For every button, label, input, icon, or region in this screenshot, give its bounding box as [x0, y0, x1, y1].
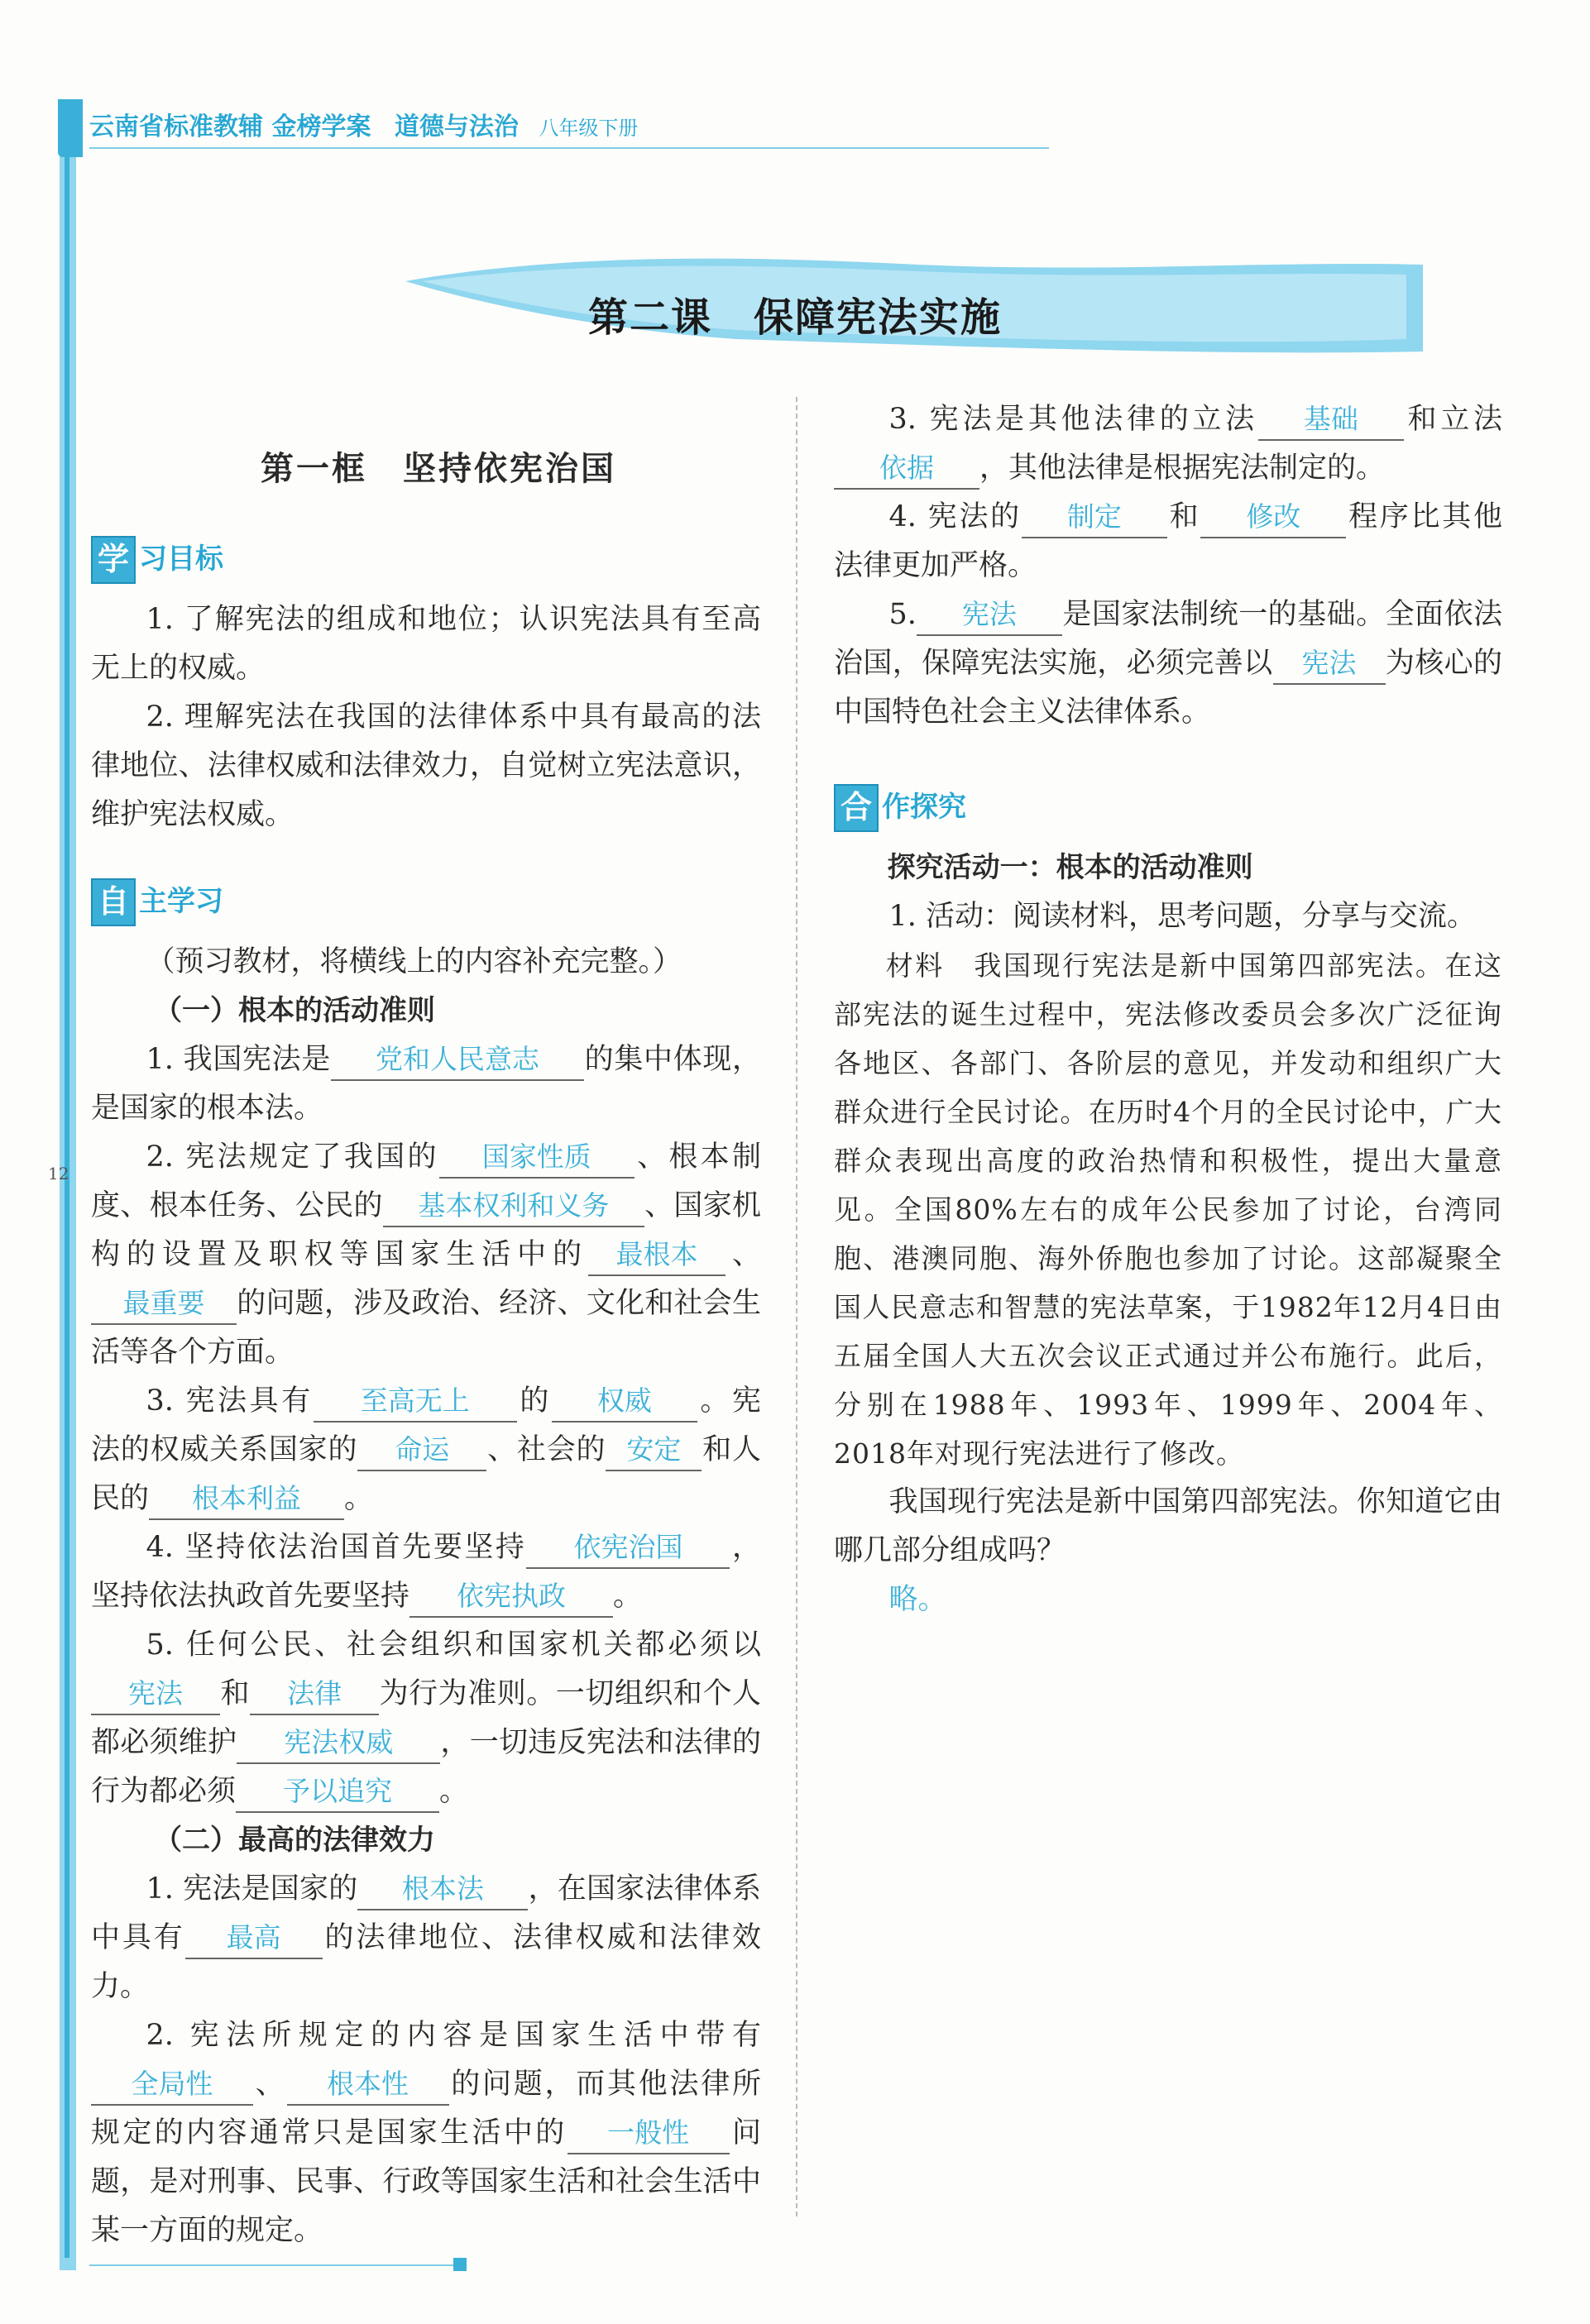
text: 的法律地位、法律权威和法律效力。: [91, 1921, 761, 2003]
running-header: [89, 106, 638, 142]
text: 。: [613, 1580, 643, 1613]
text: ，坚持依法执政首先要坚持: [91, 1531, 761, 1613]
question: 我国现行宪法是新中国第四部宪法。你知道它由哪几部分组成吗？: [834, 1485, 1502, 1567]
cooperate-heading-text: 作探究: [882, 791, 966, 824]
answer-blank[interactable]: 权威: [552, 1381, 697, 1423]
text: 1. 我国宪法是: [146, 1043, 331, 1076]
text: 。: [344, 1482, 374, 1515]
text: 、国家机构的设置及职权等国家生活中的: [91, 1189, 761, 1271]
footer-mark: [453, 2258, 467, 2271]
answer-blank[interactable]: 最重要: [91, 1284, 237, 1325]
answer-blank[interactable]: 基础: [1258, 399, 1404, 441]
answer-blank[interactable]: 修改: [1200, 497, 1346, 538]
goals-heading: [91, 535, 761, 584]
footer-rule: [89, 2264, 453, 2266]
frame-title: 第一框 坚持依宪治国: [261, 450, 616, 488]
text: 和: [1166, 500, 1201, 533]
answer-blank[interactable]: 命运: [357, 1430, 486, 1471]
text: 4. 宪法的: [888, 500, 1022, 533]
cooperate-heading: [834, 783, 1502, 832]
subsection-heading-2: （二）最高的法律效力: [154, 1824, 435, 1857]
text: 的: [516, 1384, 552, 1418]
material-paragraph: [834, 941, 1502, 1478]
self-study-heading-box: 自: [91, 878, 136, 926]
text: 。: [439, 1775, 469, 1808]
cooperate-heading-box: 合: [834, 784, 879, 832]
answer-blank[interactable]: 党和人民意志: [331, 1040, 584, 1081]
text: 5.: [888, 598, 917, 631]
text: 程序比其他法律更加严格。: [834, 500, 1502, 582]
text: 2. 宪法所规定的内容是国家生活中带有: [146, 2019, 761, 2052]
self-study-heading-text: 主学习: [139, 885, 223, 918]
header-corner-mark: [58, 99, 83, 157]
answer-blank[interactable]: 法律: [250, 1674, 379, 1715]
text: 和立法: [1403, 403, 1502, 436]
goals-heading-box: 学: [91, 536, 136, 584]
text: 、社会的: [486, 1433, 606, 1466]
answer-blank[interactable]: 予以追究: [236, 1772, 439, 1813]
lesson-title: 第二课 保障宪法实施: [587, 294, 1002, 341]
text: 、根本制度、根本任务、公民的: [91, 1140, 761, 1222]
goal-item-1: 1. 了解宪法的组成和地位；认识宪法具有至高无上的权威。: [91, 603, 761, 685]
answer-blank[interactable]: 基本权利和义务: [383, 1186, 644, 1227]
fill-item-2-2: [91, 2011, 761, 2255]
fill-item-1-5: [91, 1621, 761, 1816]
text: 1. 宪法是国家的: [146, 1872, 358, 1906]
answer-blank[interactable]: 最根本: [588, 1235, 726, 1276]
answer-blank[interactable]: 国家性质: [439, 1137, 635, 1179]
subsection-heading-1: （一）根本的活动准则: [154, 994, 435, 1027]
fill-item-2-4: [834, 493, 1502, 591]
fill-item-2-1: [91, 1865, 761, 2011]
material-text: 我国现行宪法是新中国第四部宪法。在这部宪法的诞生过程中，宪法修改委员会多次广泛征询各地区、各部门、各阶层的意见，并发动和组织广大群众进行全民讨论。在历时4个月的全民讨论中，广大群众表现出高度的政治热情和积极性，提出大量意见。全国80%左右的成年公民参加了讨论，台湾同胞、港澳同胞、海外侨胞也参加了讨论。这部凝聚全国人民意志和智慧的宪法草案，于1982年12月4日由五届全国人大五次会议正式通过并公布施行。此后，分别在1988年、1993年、1999年、2004年、2018年对现行宪法进行了修改。: [834, 949, 1503, 1470]
answer-blank[interactable]: 宪法权威: [237, 1723, 440, 1764]
text: 的问题，而其他法律所规定的内容通常只是国家生活中的: [91, 2068, 761, 2149]
answer-blank[interactable]: 全局性: [91, 2064, 253, 2106]
text: 、: [253, 2068, 287, 2101]
text: 。宪法的权威关系国家的: [91, 1384, 761, 1466]
activity-text: 1. 活动：阅读材料，思考问题，分享与交流。: [888, 900, 1477, 933]
text: 的问题，涉及政治、经济、文化和社会生活等各个方面。: [91, 1287, 761, 1369]
answer-blank[interactable]: 根本利益: [149, 1479, 344, 1520]
answer-blank[interactable]: 一般性: [568, 2113, 730, 2154]
text: 和人民的: [91, 1433, 761, 1515]
answer: 略。: [888, 1583, 947, 1616]
text: 3. 宪法具有: [146, 1384, 314, 1418]
answer-blank[interactable]: 宪法: [917, 595, 1062, 636]
answer-blank[interactable]: 宪法: [1273, 643, 1386, 685]
text: 为核心的中国特色社会主义法律体系。: [834, 647, 1502, 729]
answer-blank[interactable]: 安定: [606, 1430, 702, 1471]
text: 2. 宪法规定了我国的: [146, 1140, 439, 1174]
fill-item-2-5: [834, 591, 1502, 737]
page-number: 12: [48, 1164, 69, 1184]
activity-title: 探究活动一：根本的活动准则: [887, 851, 1253, 884]
fill-item-1-4: [91, 1523, 761, 1621]
answer-blank[interactable]: 依宪执政: [409, 1576, 613, 1618]
answer-blank[interactable]: 依宪治国: [526, 1528, 730, 1569]
column-divider: [796, 397, 797, 2216]
text: ，在国家法律体系中具有: [91, 1872, 761, 1954]
answer-blank[interactable]: 宪法: [91, 1674, 220, 1715]
goal-item-2: 2. 理解宪法在我国的法律体系中具有最高的法律地位、法律权威和法律效力，自觉树立宪法意识，维护宪法权威。: [91, 701, 761, 831]
text: 问题，是对刑事、民事、行政等国家生活和社会生活中某一方面的规定。: [91, 2116, 761, 2247]
right-column-top: [834, 395, 1502, 1624]
fill-item-1-2: [91, 1133, 761, 1377]
self-study-intro: （预习教材，将横线上的内容补充完整。）: [146, 945, 682, 978]
header-grade: 八年级下册: [539, 117, 639, 140]
fill-item-2-3: [834, 395, 1502, 493]
text: 3. 宪法是其他法律的立法: [888, 403, 1258, 436]
material-label: 材料: [885, 949, 945, 982]
text: ，其他法律是根据宪法制定的。: [979, 452, 1386, 485]
answer-blank[interactable]: 最高: [185, 1918, 323, 1959]
fill-item-1-1: [91, 1035, 761, 1133]
text: 4. 坚持依法治国首先要坚持: [146, 1531, 527, 1564]
answer-blank[interactable]: 依据: [834, 448, 979, 490]
text: 、: [726, 1238, 761, 1271]
answer-blank[interactable]: 至高无上: [314, 1381, 517, 1423]
header-subject: 道德与法治: [394, 112, 519, 141]
left-column: [91, 395, 761, 2255]
self-study-heading: [91, 877, 761, 926]
text: ，一切违反宪法和法律的行为都必须: [91, 1726, 761, 1808]
text: 为行为准则。一切组织和个人都必须维护: [91, 1677, 761, 1759]
fill-item-1-3: [91, 1377, 761, 1523]
answer-blank[interactable]: 制定: [1022, 497, 1167, 538]
goals-heading-text: 习目标: [139, 543, 223, 576]
header-series: 云南省标准教辅 金榜学案: [89, 112, 371, 141]
header-rule: [89, 147, 1049, 149]
text: 的集中体现，是国家的根本法。: [91, 1043, 761, 1125]
answer-blank[interactable]: 根本法: [357, 1869, 528, 1910]
text: 和: [220, 1677, 251, 1710]
answer-blank[interactable]: 根本性: [287, 2064, 449, 2106]
text: 是国家法制统一的基础。全面依法治国，保障宪法实施，必须完善以: [834, 598, 1502, 680]
text: 5. 任何公民、社会组织和国家机关都必须以: [146, 1628, 761, 1662]
